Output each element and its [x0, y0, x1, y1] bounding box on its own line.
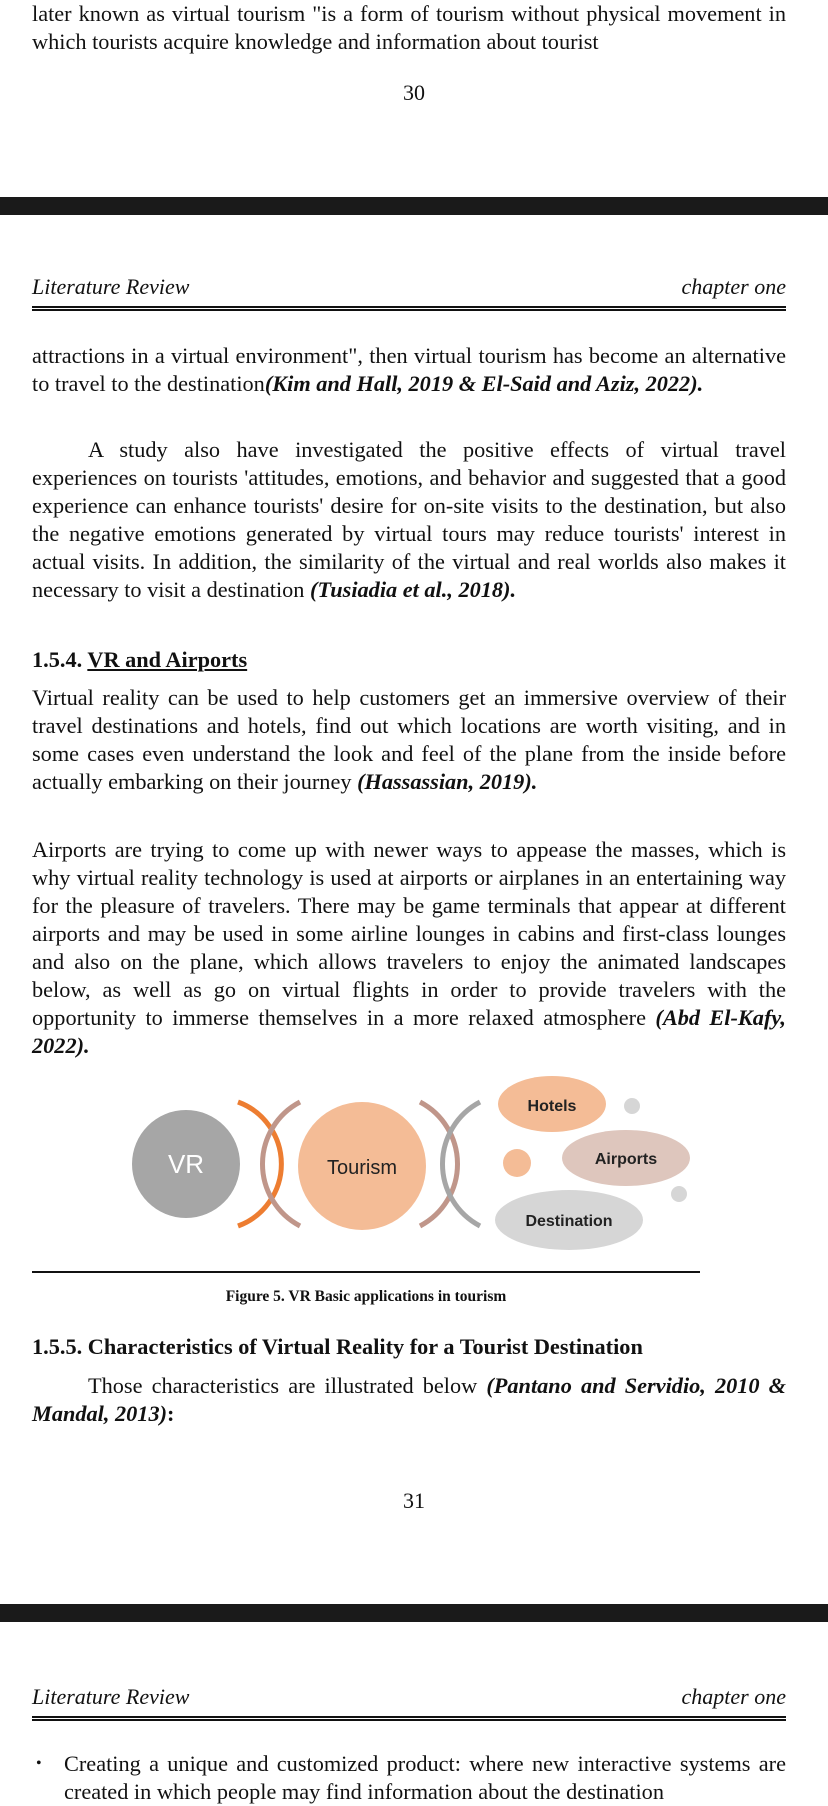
- paragraph-4: [32, 836, 786, 1060]
- header-left: Literature Review: [32, 274, 190, 299]
- destination-label: Destination: [525, 1213, 613, 1230]
- paragraph-text: attractions in a virtual environment", then virtual tourism has become an alternative to travel to the destination: [32, 343, 786, 396]
- paragraph-text: Airports are trying to come up with newer ways to appease the masses, which is why virtual reality technology is used at airports or airplanes in an entertaining way for the pleasure of travelers. There may be game terminals that appear at different airports and may be used in some airline lounges in cabins and first-class lounges and also on the plane, which allows travelers to enjoy the animated landscapes below, as well as go on virtual flights in order to provide travelers with the opportunity to immerse themselves in a more relaxed atmosphere: [32, 837, 786, 1030]
- top-fragment-paragraph: later known as virtual tourism "is a form of tourism without physical movement in which tourists acquire knowledge and information about tourist: [32, 1, 786, 54]
- figure-caption: Figure 5. VR Basic applications in tourism: [225, 1288, 507, 1305]
- page-number: 30: [403, 80, 425, 105]
- running-header: [32, 272, 786, 311]
- page-number: 31: [403, 1488, 425, 1513]
- page-divider: [0, 197, 828, 215]
- small-dot-grey: [624, 1098, 640, 1114]
- citation: (Pantano and Servidio, 2010 & Mandal, 2013): [32, 1373, 786, 1426]
- citation: (Abd El-Kafy, 2022).: [32, 1005, 787, 1058]
- paragraph-3: [32, 684, 786, 796]
- small-dot-grey-2: [671, 1186, 687, 1202]
- paragraph-5: Those characteristics are illustrated below (Pantano and Servidio, 2010 & Mandal, 2013):: [32, 1373, 786, 1426]
- paragraph-text: Virtual reality can be used to help customers get an immersive overview of their travel destinations and hotels, find out which locations are worth visiting, and in some cases even understand the look and feel of the plane from the inside before actually embarking on their journey: [32, 685, 786, 794]
- section-heading-1-5-5: 1.5.5. Characteristics of Virtual Reality for a Tourist Destination: [32, 1334, 643, 1359]
- page-divider: [0, 1604, 828, 1622]
- section-heading-1-5-4: 1.5.4. VR and Airports: [32, 647, 248, 672]
- running-header: [32, 1682, 786, 1721]
- citation: (Kim and Hall, 2019 & El-Said and Aziz, 2022).: [264, 371, 704, 396]
- vr-tourism-diagram: [0, 1060, 828, 1260]
- header-right: chapter one: [681, 1684, 786, 1709]
- header-left: Literature Review: [32, 1684, 190, 1709]
- vr-label: VR: [167, 1149, 205, 1179]
- airports-label: Airports: [594, 1151, 658, 1168]
- paragraph-2: [32, 436, 786, 604]
- bullet-icon: •: [36, 1755, 42, 1772]
- citation: (Tusiadia et al., 2018).: [310, 577, 517, 602]
- header-right: chapter one: [681, 274, 786, 299]
- small-dot-peach: [503, 1149, 531, 1177]
- grey-arc: [442, 1102, 480, 1226]
- figure-rule: [32, 1271, 700, 1273]
- citation: (Hassassian, 2019).: [357, 769, 538, 794]
- bullet-text: Creating a unique and customized product: where new interactive systems are created in which people may find information about the destination: [64, 1751, 786, 1804]
- paragraph-1: [32, 342, 786, 398]
- hotels-label: Hotels: [527, 1098, 577, 1115]
- paragraph-text: A study also have investigated the positive effects of virtual travel experiences on tourists 'attitudes, emotions, and behavior and suggested that a good experience can enhance tourists' desire for on-site visits to the destination, but also the negative emotions generated by virtual tours may reduce tourists' interest in actual visits. In addition, the similarity of the virtual and real worlds also makes it necessary to visit a destination: [32, 437, 786, 602]
- paragraph-text: Those characteristics are illustrated below: [88, 1373, 487, 1398]
- tourism-label: Tourism: [326, 1157, 398, 1179]
